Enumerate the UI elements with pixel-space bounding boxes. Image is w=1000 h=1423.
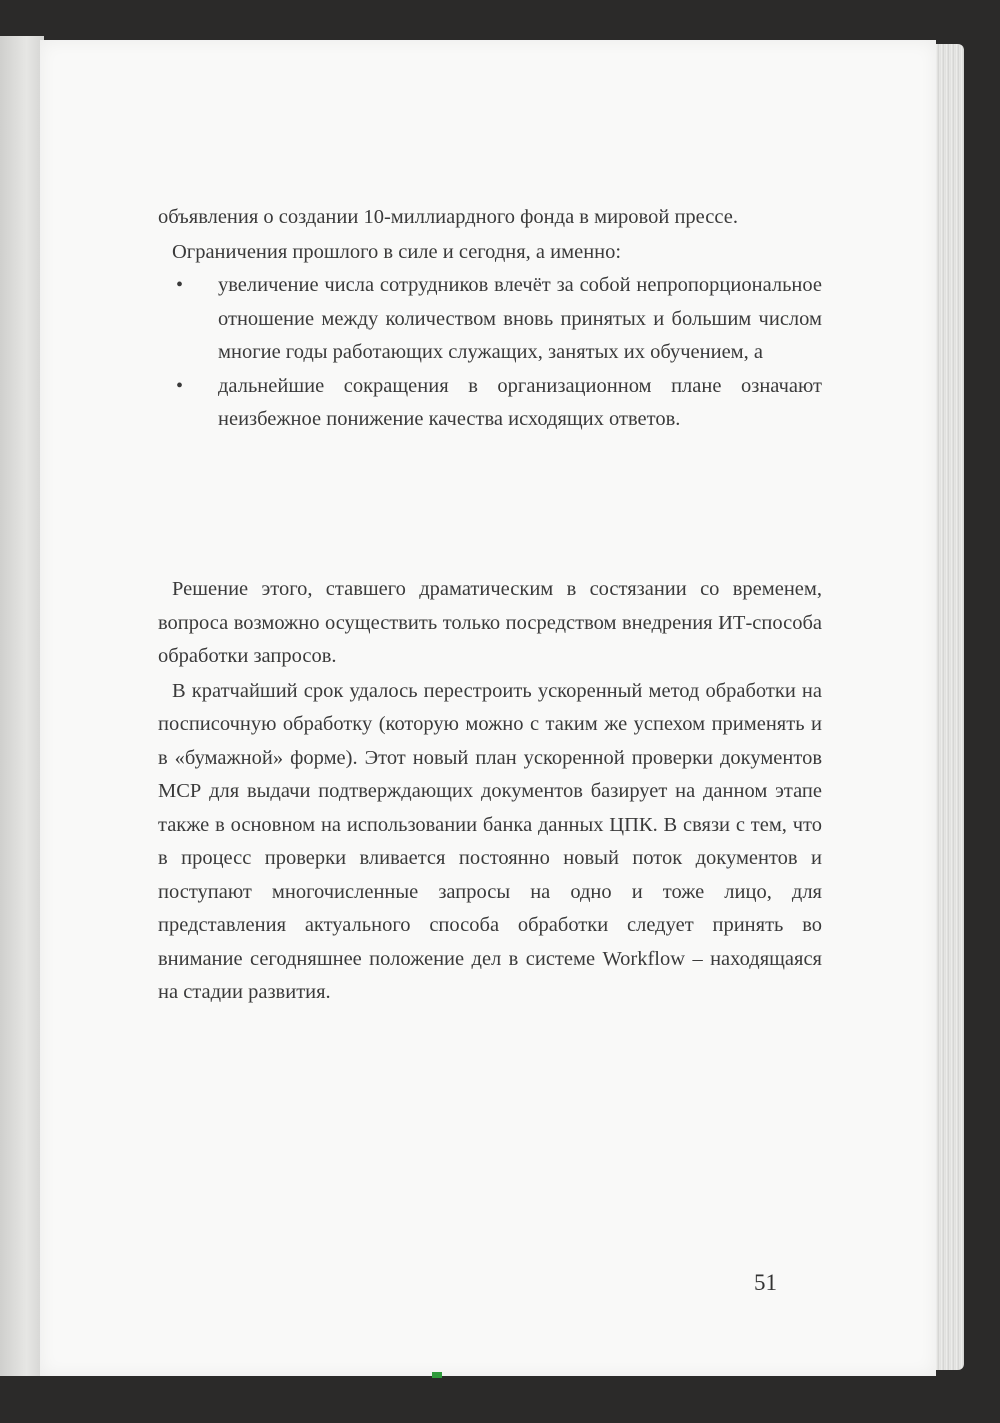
text-block-bottom xyxy=(158,573,822,1010)
book-page xyxy=(40,40,936,1376)
paragraph-1: объявления о создании 10-миллиардного фонда в мировой прессе. xyxy=(158,206,738,228)
bullet-list xyxy=(158,269,822,437)
paragraph-4: В кратчайший срок удалось перестроить ускоренный метод обработки на посписочную обработку (которую можно с таким же успехом применять и в «бумажной» форме). Этот новый план ускоренной проверки документов МСР для выдачи подтверждающих документов базирует на данном этапе также в основном на использовании банка данных ЦПК. В связи с тем, что в процесс проверки вливается постоянно новый поток документов и поступают многочисленные запросы на одно и тоже лицо, для представления актуального способа обработки следует принять во внимание сегодняшнее положение дел в системе Workflow – находящаяся на стадии развития. xyxy=(158,679,822,1003)
paragraph-3: Решение этого, ставшего драматическим в состязании со временем, вопроса возможно осуществить только посредством внедрения ИТ-способа обработки запросов. xyxy=(158,578,822,667)
bullet-text: дальнейшие сокращения в организационном плане означают неизбежное понижение качества исходящих ответов. xyxy=(218,374,822,430)
bookmark-tab xyxy=(432,1372,442,1378)
bullet-item xyxy=(158,269,822,370)
bullet-icon: • xyxy=(176,274,184,296)
page-number: 51 xyxy=(754,1270,777,1295)
text-block-top xyxy=(158,201,822,437)
left-page-edge xyxy=(0,36,44,1376)
bullet-item xyxy=(158,370,822,437)
bullet-text: увеличение числа сотрудников влечёт за собой непропорциональное отношение между количеством вновь принятых и большим числом многие годы работающих служащих, занятых их обучением, а xyxy=(218,274,822,363)
bullet-icon: • xyxy=(176,374,184,397)
paragraph-2: Ограничения прошлого в силе и сегодня, а именно: xyxy=(172,240,622,263)
